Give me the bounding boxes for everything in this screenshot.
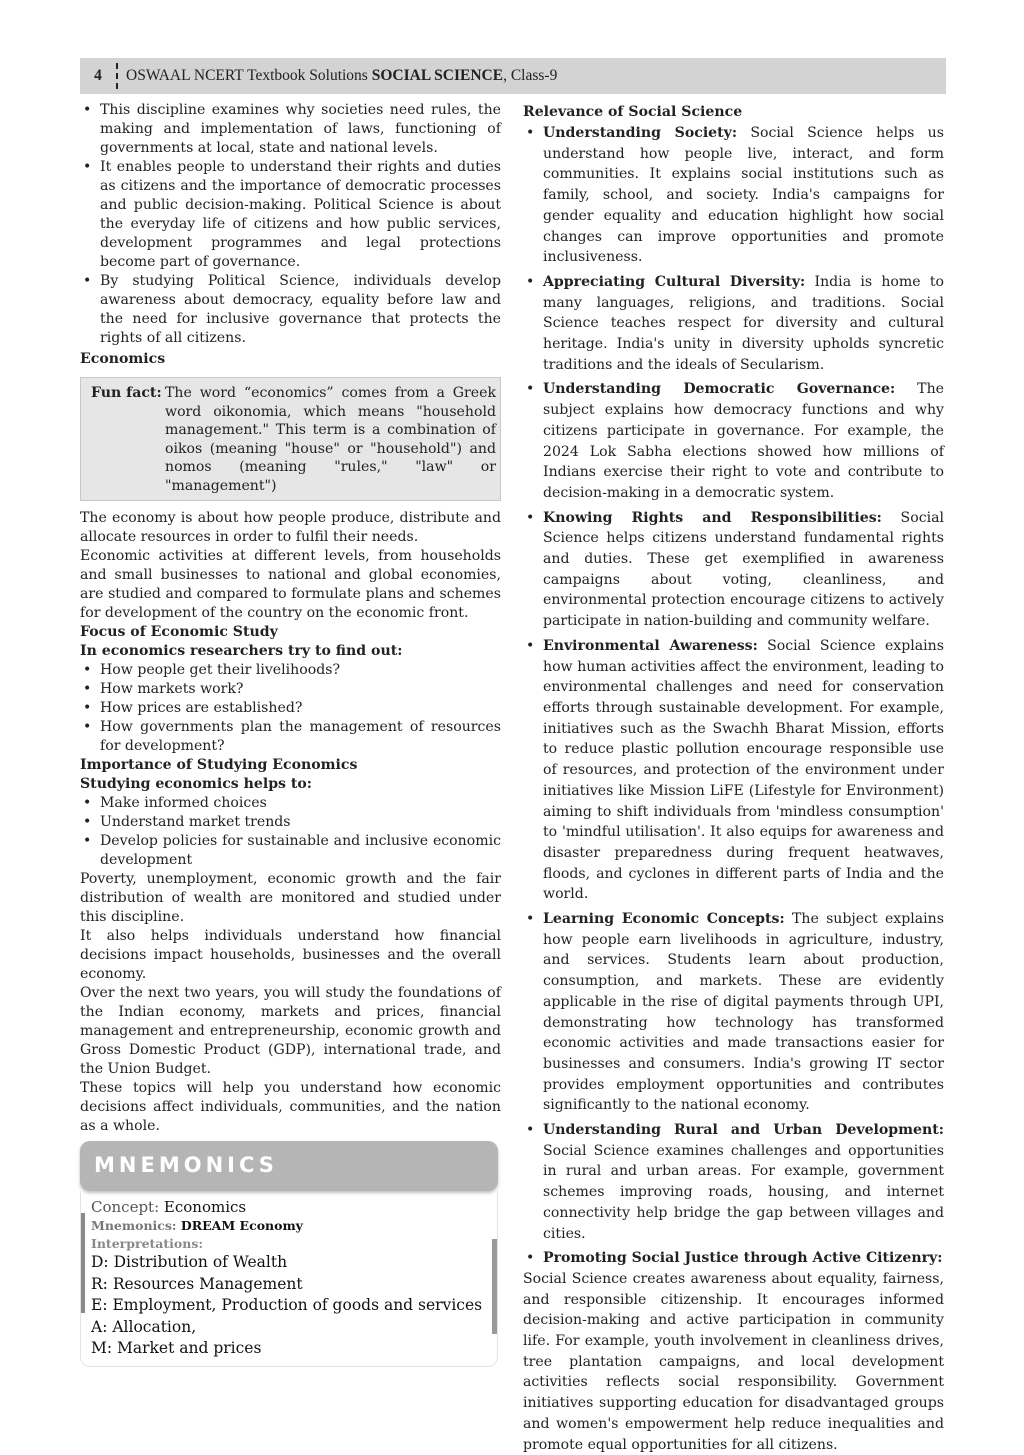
relevance-item [523,1120,944,1244]
item-text: Social Science examines challenges and opportunities in rural and urban areas. For example, government schemes improving roads, housing, and internet connectivity help bridge the gap between villages and cities. [543,1142,944,1242]
item-text: Social Science helps us understand how people live, interact, and form communities. It explains social institutions such as family, school, and society. India's campaigns for gender equality and education highlight how social changes can improve opportunities and promote inclusiveness. [543,125,944,266]
section-heading-importance: Importance of Studying Economics [80,757,358,773]
mnemonic-label: Mnemonics: [91,1218,177,1233]
concept-line [91,1197,483,1217]
subheading-researchers: In economics researchers try to find out: [80,643,403,659]
list-item: • Develop policies for sustainable and inclusive economic development [80,832,501,870]
list-item: • Understand market trends [80,813,501,832]
item-title: Environmental Awareness: [543,637,758,654]
right-column [523,101,944,1455]
relevance-item [523,1248,944,1269]
mnemonic-item: A: Allocation, [91,1317,197,1336]
paragraph: These topics will help you understand how economic decisions affect individuals, communities, and the nation as a whole. [80,1080,501,1134]
paragraph: Social Science creates awareness about equality, fairness, and responsible citizenship. It encourages informed decision-making and active participation in community life. For example, youth involvement in cleanliness drives, tree plantation campaigns, and local development activities reflects social responsibility. Government initiatives supporting education for disadvantaged groups and women's empowerment help reduce inequalities and promote equal opportunities for all citizens. [523,1270,944,1453]
item-text: The subject explains how people earn livelihoods in agriculture, industry, and services. Students learn about production, consumption, and markets. These are evidently applicable in the rise of digital payments through UPI, demonstrating how technology has transformed economic activities and made transactions easier for businesses and consumers. India's growing IT sector provides employment opportunities and contributes significantly to the national economy. [543,911,944,1114]
relevance-item [523,909,944,1116]
relevance-item [523,123,944,268]
item-text: The subject explains how democracy functions and why citizens participate in governance. For example, the 2024 Lok Sabha elections showed how millions of Indians exercise their right to vote and contribute to decision-making in a democratic system. [543,381,944,501]
mnemonics-title: MNEMONICS [80,1141,498,1191]
relevance-item [523,636,944,905]
fun-fact-label: Fun fact: [91,385,162,401]
class-label: , Class-9 [503,67,558,84]
section-heading-economics: Economics [80,351,166,367]
item-text: Social Science explains how human activities affect the environment, leading to environmental challenges and need for conservation efforts through sustainable development. For example, initiatives such as the Swachh Bharat Mission, efforts to reduce plastic pollution encourage responsible use of resources, and protection of the environment under initiatives like Mission LiFE (Lifestyle for Environment) aiming to shift individuals from 'mindless consumption' to 'mindful utilisation'. It also equips for awareness and disaster preparedness during frequent heatwaves, floods, and cyclones in different parts of India and the world. [543,637,944,903]
relevance-item [523,508,944,632]
list-item: • Make informed choices [80,794,501,813]
right-rail-decoration [492,1239,497,1334]
paragraph: Over the next two years, you will study the foundations of the Indian economy, markets and prices, financial management and entrepreneurship, economic growth and Gross Domestic Product (GDP), international trade, and the Union Budget. [80,985,501,1077]
page-header [80,58,946,94]
list-item: • How governments plan the management of resources for development? [80,718,501,756]
item-title: Appreciating Cultural Diversity: [543,273,806,290]
paragraph-bullet: • This discipline examines why societies need rules, the making and implementation of laws, functioning of governments at local, state and national levels. [80,101,501,158]
page-number: 4 [94,67,102,84]
relevance-item [523,379,944,503]
section-heading-focus: Focus of Economic Study [80,624,278,640]
paragraph-bullet: • By studying Political Science, individuals develop awareness about democracy, equality before law and the need for inclusive governance that protects the rights of all citizens. [80,272,501,348]
fun-fact-text: The word “economics” comes from a Greek word oikonomia, which means "household management." This term is a combination of oikos (meaning "house" or "household") and nomos (meaning "rules," "law" or "management") [165,385,496,494]
item-title: Understanding Rural and Urban Development: [543,1122,944,1139]
mnemonic-line [91,1217,483,1235]
item-text: India is home to many languages, religions, and traditions. Social Science teaches respect for diversity and cultural heritage. India's unity in diversity upholds syncretic traditions and the ideals of Secularism. [543,273,945,373]
mnemonic-item: M: Market and prices [91,1339,262,1357]
mnemonic-item: E: Employment, Production of goods and services [91,1296,483,1314]
item-title: Knowing Rights and Responsibilities: [543,509,882,526]
left-column [80,101,501,1136]
mnemonic-item: D: Distribution of Wealth [91,1253,288,1271]
book-title: OSWAAL NCERT Textbook Solutions [126,67,368,84]
paragraph: Poverty, unemployment, economic growth and the fair distribution of wealth are monitored and studied under this discipline. [80,871,501,925]
mnemonics-box [80,1141,498,1367]
item-title: Learning Economic Concepts: [543,911,785,928]
interpretations-label: Interpretations: [91,1236,203,1251]
section-heading-relevance: Relevance of Social Science [523,104,743,120]
left-rail-decoration [81,1213,85,1313]
list-item: • How people get their livelihoods? [80,661,501,680]
item-title: Promoting Social Justice through Active Citizenry: [543,1250,943,1267]
list-item: • How prices are established? [80,699,501,718]
paragraph: It also helps individuals understand how financial decisions impact households, businesses and the overall economy. [80,928,501,982]
mnemonic-value: DREAM Economy [180,1218,303,1233]
item-title: Understanding Democratic Governance: [543,381,896,398]
subject-title: SOCIAL SCIENCE [371,67,504,84]
subheading-helps: Studying economics helps to: [80,776,313,792]
paragraph: The economy is about how people produce, distribute and allocate resources in order to fulfil their needs. [80,510,501,545]
mnemonics-body [80,1191,498,1367]
header-divider [116,63,118,89]
relevance-item [523,272,944,376]
mnemonic-item: R: Resources Management [91,1274,303,1293]
fun-fact-box [80,377,501,501]
concept-label: Concept: [91,1198,160,1216]
item-title: Understanding Society: [543,125,738,141]
paragraph-bullet: • It enables people to understand their rights and duties as citizens and the importance of democratic processes and public decision-making. Political Science is about the everyday life of citizens and how public services, development programmes and legal protections become part of governance. [80,158,501,272]
paragraph: Economic activities at different levels, from households and small businesses to national and global economies, are studied and compared to formulate plans and schemes for development of the country on the economic front. [80,548,501,621]
list-item: • How markets work? [80,680,501,699]
item-text: Social Science helps citizens understand fundamental rights and duties. These get exemplified in awareness campaigns about voting, cleanliness, and environmental protection encourage citizens to actively participate in nation-building and community welfare. [543,509,945,630]
concept-value: Economics [163,1198,247,1216]
